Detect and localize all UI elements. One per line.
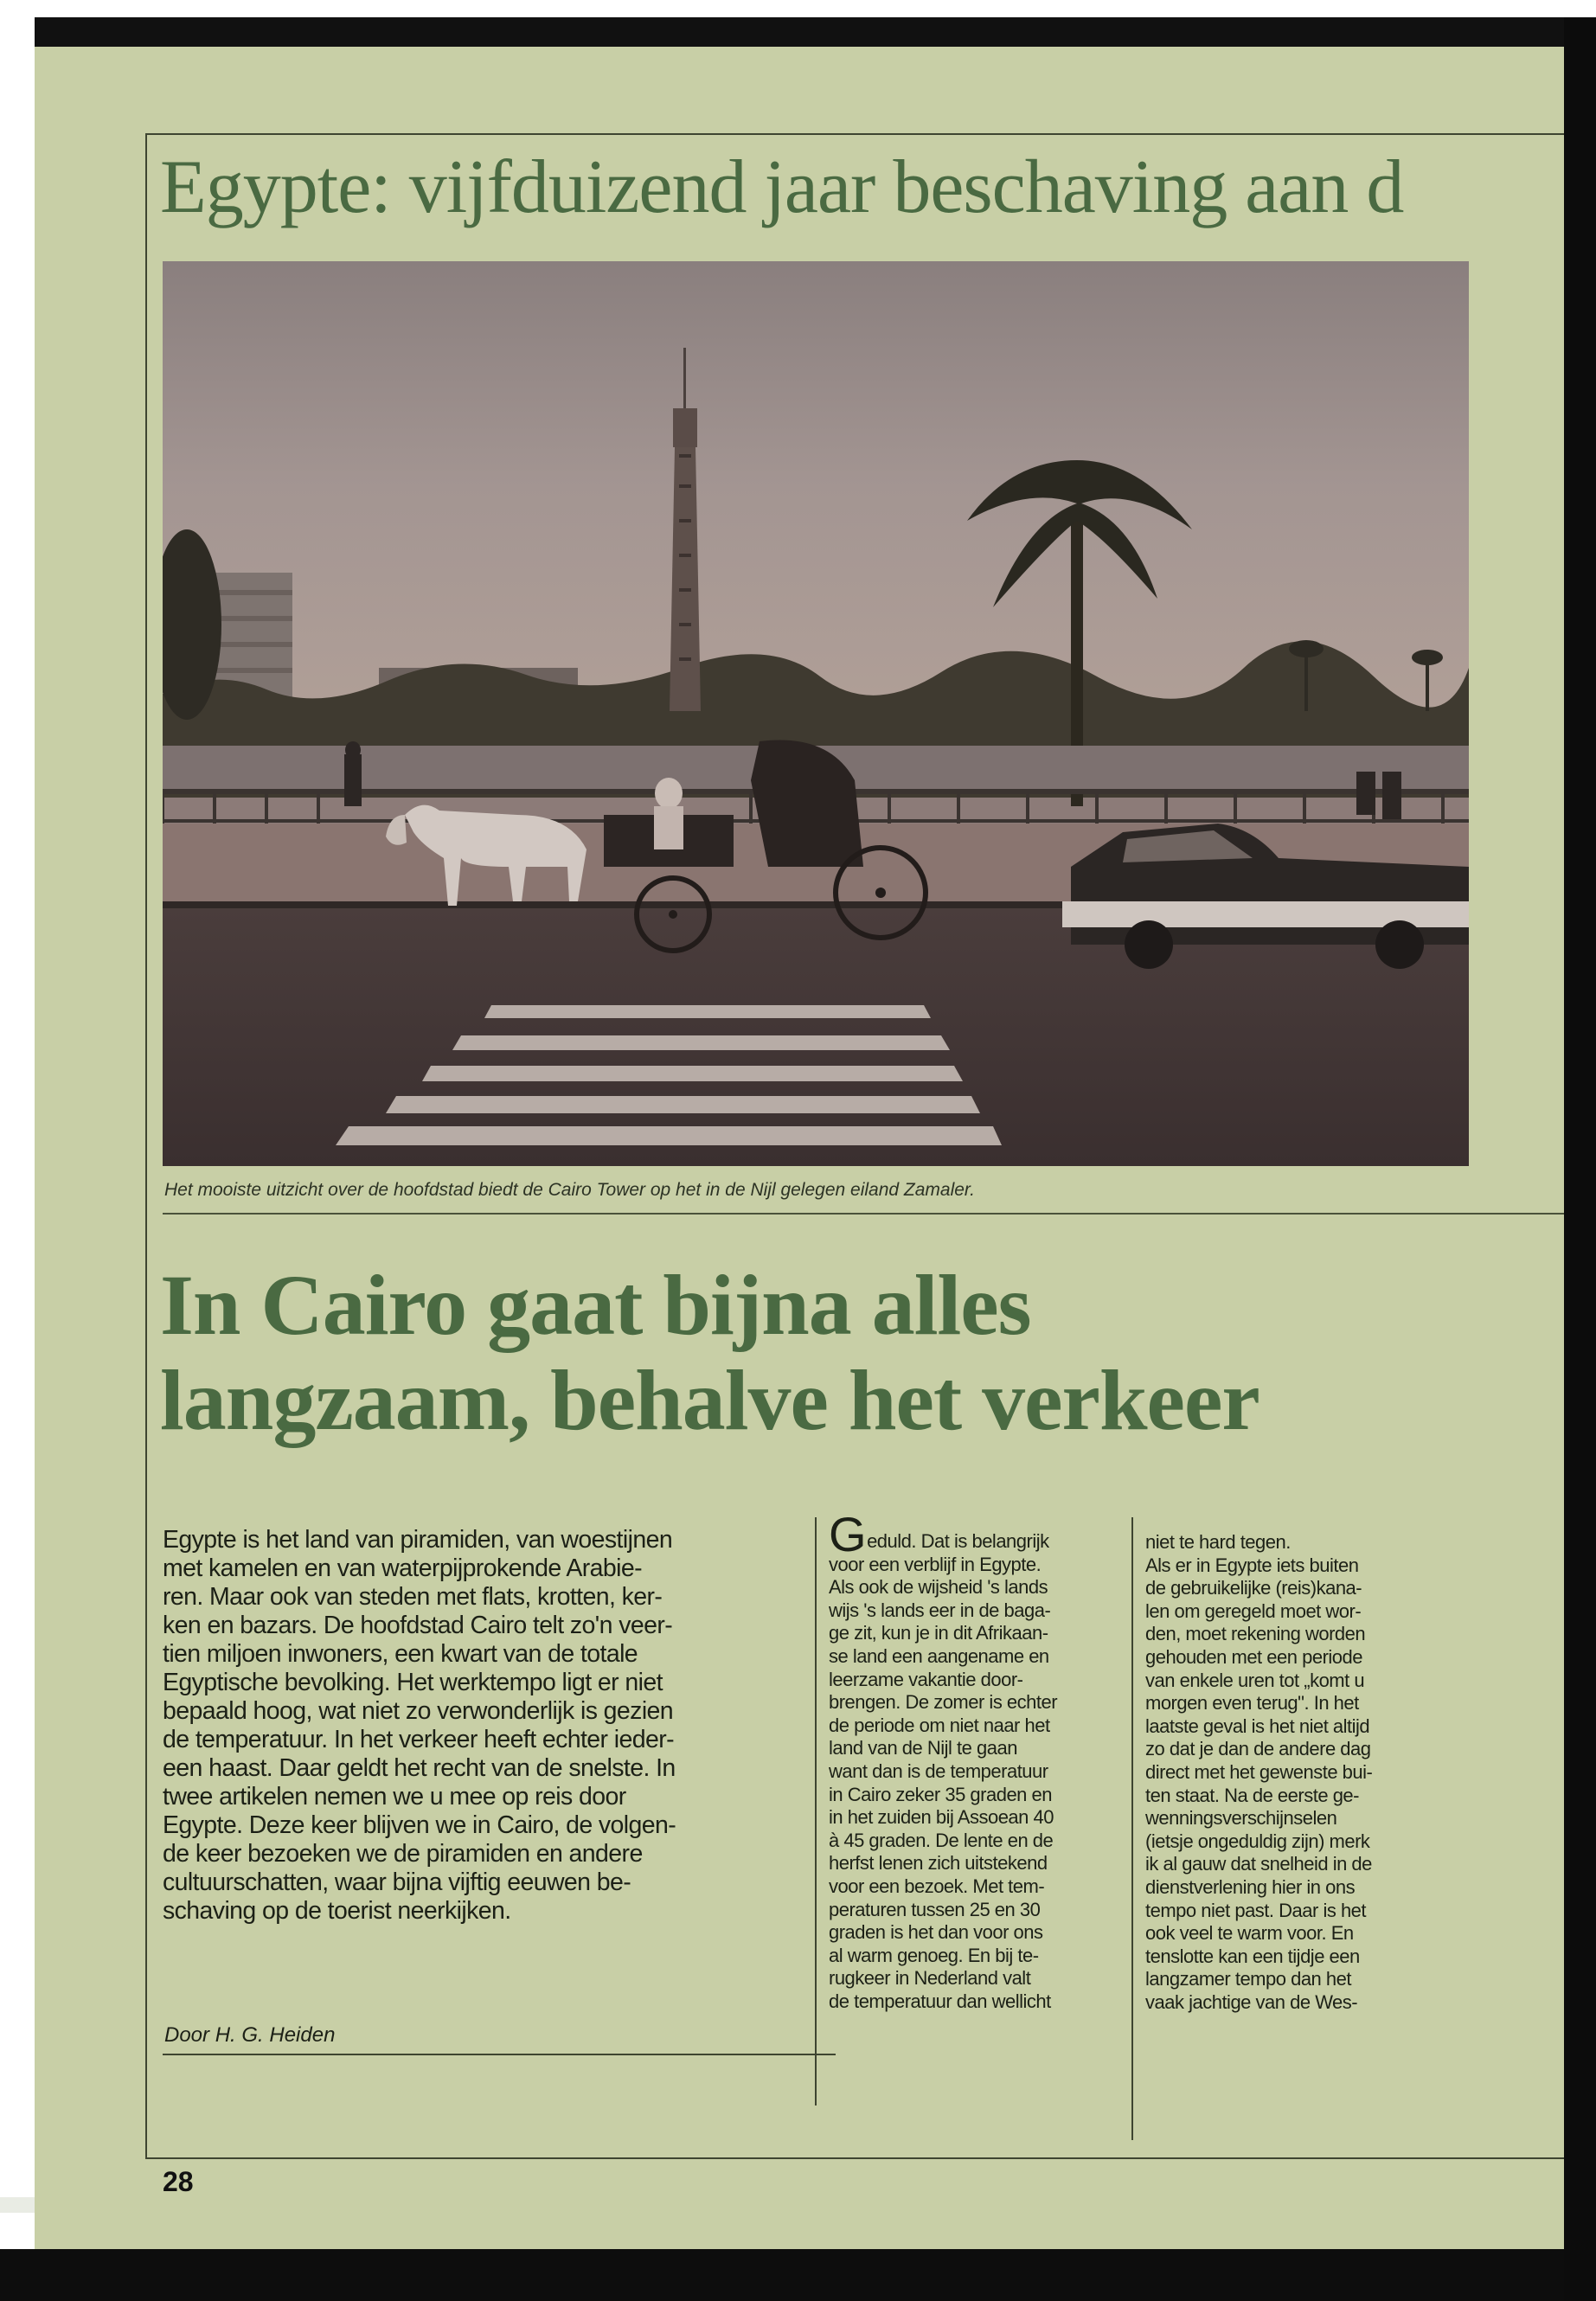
body-line: à 45 graden. De lente en de bbox=[829, 1829, 1054, 1851]
body-line: want dan is de temperatuur bbox=[829, 1759, 1048, 1782]
body-line: Als ook de wijsheid 's lands bbox=[829, 1576, 1048, 1599]
intro-line: tien miljoen inwoners, een kwart van de totale bbox=[163, 1640, 638, 1668]
body-line: voor een bezoek. Met tem- bbox=[829, 1875, 1045, 1897]
intro-line: Egypte. Deze keer blijven we in Cairo, de volgen- bbox=[163, 1811, 676, 1839]
body-line: direct met het gewenste bui- bbox=[1145, 1760, 1373, 1783]
body-line: Geduld. Dat is belangrijk bbox=[829, 1507, 1049, 1561]
body-line: land van de Nijl te gaan bbox=[829, 1737, 1017, 1759]
body-line: morgen even terug". In het bbox=[1145, 1692, 1359, 1715]
intro-line: twee artikelen nemen we u mee op reis door bbox=[163, 1783, 626, 1811]
body-line: (ietsje ongeduldig zijn) merk bbox=[1145, 1830, 1370, 1852]
series-title: Egypte: vijfduizend jaar beschaving aan d bbox=[160, 145, 1404, 229]
frame-rule-bottom bbox=[145, 2157, 1564, 2159]
intro-line: een haast. Daar geldt het recht van de snelste. In bbox=[163, 1754, 676, 1782]
photo-illustration bbox=[163, 261, 1469, 1166]
column-divider-2 bbox=[1131, 1517, 1133, 2140]
body-line: wenningsverschijnselen bbox=[1145, 1807, 1337, 1830]
body-line: langzamer tempo dan het bbox=[1145, 1968, 1351, 1990]
body-line: gehouden met een periode bbox=[1145, 1645, 1362, 1668]
intro-line: ren. Maar ook van steden met flats, krotten, ker- bbox=[163, 1583, 663, 1611]
body-line: niet te hard tegen. bbox=[1145, 1531, 1291, 1553]
intro-line: met kamelen en van waterpijprokende Arabie- bbox=[163, 1554, 643, 1582]
body-line: ge zit, kun je in dit Afrikaan- bbox=[829, 1622, 1048, 1644]
body-line: brengen. De zomer is echter bbox=[829, 1691, 1058, 1714]
body-line: tempo niet past. Daar is het bbox=[1145, 1899, 1367, 1921]
body-line: herfst lenen zich uitstekend bbox=[829, 1852, 1048, 1875]
intro-line: ken en bazars. De hoofdstad Cairo telt zo'n veer- bbox=[163, 1612, 673, 1639]
body-line: den, moet rekening worden bbox=[1145, 1623, 1366, 1645]
intro-line: bepaald hoog, wat niet zo verwonderlijk is gezien bbox=[163, 1697, 674, 1725]
intro-paragraph bbox=[163, 1526, 837, 1926]
drop-cap: G bbox=[829, 1507, 867, 1561]
body-line: vaak jachtige van de Wes- bbox=[1145, 1990, 1358, 2013]
body-line: zo dat je dan de andere dag bbox=[1145, 1738, 1371, 1760]
body-line: rugkeer in Nederland valt bbox=[829, 1967, 1031, 1990]
cairo-street-photo bbox=[163, 261, 1469, 1166]
body-line: ook veel te warm voor. En bbox=[1145, 1922, 1354, 1945]
body-line: wijs 's lands eer in de baga- bbox=[829, 1599, 1051, 1621]
column-divider-1 bbox=[815, 1517, 817, 2106]
body-line: leerzame vakantie door- bbox=[829, 1668, 1023, 1690]
body-line: graden is het dan voor ons bbox=[829, 1921, 1043, 1944]
intro-line: de temperatuur. In het verkeer heeft echter ieder- bbox=[163, 1726, 675, 1753]
body-line: tenslotte kan een tijdje een bbox=[1145, 1945, 1360, 1967]
headline-line-1: In Cairo gaat bijna alles bbox=[160, 1257, 1031, 1353]
page-number: 28 bbox=[163, 2166, 194, 2197]
body-line: in het zuiden bij Assoean 40 bbox=[829, 1806, 1054, 1829]
body-line: de gebruikelijke (reis)kana- bbox=[1145, 1577, 1362, 1599]
body-line: ik al gauw dat snelheid in de bbox=[1145, 1853, 1372, 1875]
body-line: ten staat. Na de eerste ge- bbox=[1145, 1784, 1359, 1806]
scan-border-bottom bbox=[0, 2249, 1596, 2301]
body-line: al warm genoeg. En bij te- bbox=[829, 1944, 1039, 1966]
intro-line: Egypte is het land van piramiden, van woestijnen bbox=[163, 1526, 673, 1554]
body-line: voor een verblijf in Egypte. bbox=[829, 1553, 1042, 1575]
body-line: laatste geval is het niet altijd bbox=[1145, 1715, 1370, 1737]
body-line: de temperatuur dan wellicht bbox=[829, 1990, 1051, 2012]
scan-border-top bbox=[35, 17, 1596, 47]
intro-line: de keer bezoeken we de piramiden en andere bbox=[163, 1840, 643, 1868]
article-headline bbox=[160, 1258, 1561, 1448]
body-line: in Cairo zeker 35 graden en bbox=[829, 1783, 1052, 1805]
byline-divider bbox=[163, 2054, 836, 2055]
body-column-2 bbox=[829, 1507, 1123, 2013]
body-line: Als er in Egypte iets buiten bbox=[1145, 1554, 1359, 1576]
body-line: van enkele uren tot „komt u bbox=[1145, 1669, 1365, 1691]
caption-divider bbox=[163, 1213, 1564, 1215]
intro-line: cultuurschatten, waar bijna vijftig eeuwen be- bbox=[163, 1868, 631, 1896]
scan-border-right bbox=[1564, 17, 1596, 2301]
body-line: de periode om niet naar het bbox=[829, 1714, 1050, 1736]
frame-rule-top bbox=[145, 133, 1564, 135]
body-line: dienstverlening hier in ons bbox=[1145, 1875, 1356, 1898]
author-byline: Door H. G. Heiden bbox=[164, 2023, 336, 2047]
magazine-page bbox=[35, 47, 1564, 2249]
intro-line: schaving op de toerist neerkijken. bbox=[163, 1897, 511, 1925]
body-line: se land een aangename en bbox=[829, 1644, 1049, 1667]
body-line: len om geregeld moet wor- bbox=[1145, 1599, 1362, 1622]
headline-line-2: langzaam, behalve het verkeer bbox=[160, 1352, 1259, 1448]
intro-line: Egyptische bevolking. Het werktempo ligt er niet bbox=[163, 1669, 663, 1696]
photo-caption: Het mooiste uitzicht over de hoofdstad biedt de Cairo Tower op het in de Nijl gelegen eiland Zamaler. bbox=[164, 1180, 975, 1200]
body-column-3 bbox=[1145, 1531, 1448, 2014]
body-line: peraturen tussen 25 en 30 bbox=[829, 1898, 1041, 1920]
